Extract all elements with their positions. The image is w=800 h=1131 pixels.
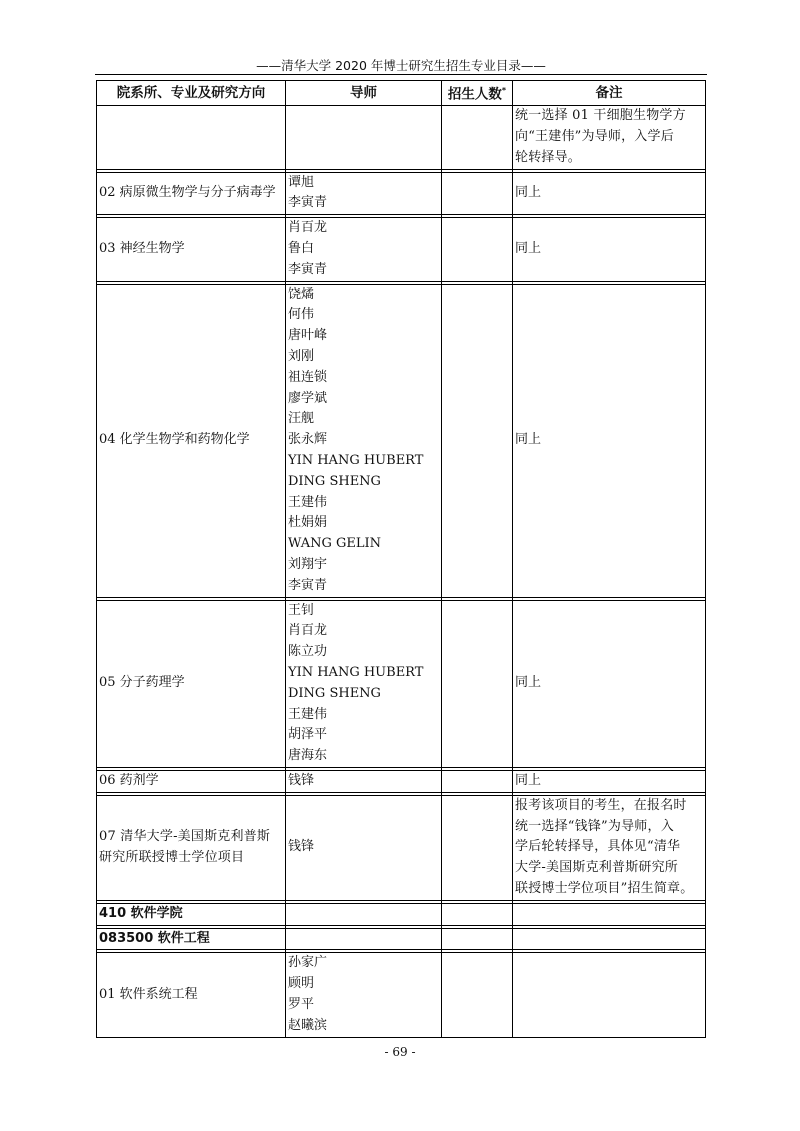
table-row bbox=[97, 903, 706, 925]
remarks-cell bbox=[513, 928, 706, 950]
advisor-cell bbox=[286, 953, 442, 1037]
advisor-name: 王建伟 bbox=[288, 706, 328, 722]
table-row bbox=[97, 218, 706, 281]
advisor-name: 张永辉 bbox=[288, 432, 328, 448]
advisor-name: 廖学斌 bbox=[288, 390, 328, 406]
column-header-direction: 院系所、专业及研究方向 bbox=[97, 81, 286, 106]
remarks-line: 轮转择导。 bbox=[515, 149, 582, 165]
count-cell bbox=[442, 903, 513, 925]
advisor-name: 肖百龙 bbox=[288, 623, 328, 639]
advisor-cell bbox=[286, 106, 442, 169]
direction-cell: 02 病原微生物学与分子病毒学 bbox=[97, 172, 286, 215]
major-cell: 083500 软件工程 bbox=[97, 928, 286, 950]
direction-line: 07 清华大学-美国斯克利普斯 bbox=[99, 828, 271, 844]
count-cell bbox=[442, 172, 513, 215]
direction-cell: 01 软件系统工程 bbox=[97, 953, 286, 1037]
table-row bbox=[97, 284, 706, 597]
advisor-name: 王钊 bbox=[288, 602, 315, 618]
count-footnote-mark: * bbox=[501, 86, 507, 95]
remarks-line: 报考该项目的考生，在报名时 bbox=[515, 797, 687, 813]
direction-cell: 04 化学生物学和药物化学 bbox=[97, 284, 286, 597]
advisor-cell bbox=[286, 600, 442, 767]
advisor-name: 胡泽平 bbox=[288, 727, 328, 743]
page-header: ——清华大学 2020 年博士研究生招生专业目录—— bbox=[256, 58, 546, 73]
school-cell: 410 软件学院 bbox=[97, 903, 286, 925]
advisor-name: 顾明 bbox=[288, 976, 315, 992]
direction-cell: 06 药剂学 bbox=[97, 771, 286, 793]
remarks-cell: 同上 bbox=[513, 284, 706, 597]
advisor-name: 刘翔宇 bbox=[288, 557, 328, 573]
advisor-cell bbox=[286, 284, 442, 597]
advisor-name: 杜娟娟 bbox=[288, 515, 328, 531]
count-cell bbox=[442, 795, 513, 900]
remarks-line: 学后轮转择导，具体见“清华 bbox=[515, 839, 681, 855]
count-cell bbox=[442, 771, 513, 793]
count-cell bbox=[442, 928, 513, 950]
catalog-table bbox=[96, 80, 706, 1038]
advisor-name: 李寅青 bbox=[288, 195, 328, 211]
advisor-cell: 钱锋 bbox=[286, 771, 442, 793]
table-row bbox=[97, 172, 706, 215]
count-cell bbox=[442, 284, 513, 597]
direction-line: 研究所联授博士学位项目 bbox=[99, 849, 245, 865]
remarks-cell: 同上 bbox=[513, 218, 706, 281]
direction-cell bbox=[97, 795, 286, 900]
advisor-name: DING SHENG bbox=[288, 685, 381, 701]
count-cell bbox=[442, 218, 513, 281]
advisor-name: 鲁白 bbox=[288, 241, 315, 257]
table-row bbox=[97, 953, 706, 1037]
table-row bbox=[97, 771, 706, 793]
advisor-name: 何伟 bbox=[288, 307, 315, 323]
remarks-line: 大学-美国斯克利普斯研究所 bbox=[515, 860, 678, 876]
remarks-cell: 同上 bbox=[513, 600, 706, 767]
remarks-line: 统一选择 01 干细胞生物学方 bbox=[515, 108, 686, 124]
remarks-line: 统一选择“钱锋”为导师，入 bbox=[515, 818, 674, 834]
advisor-name: DING SHENG bbox=[288, 473, 381, 489]
count-cell bbox=[442, 953, 513, 1037]
advisor-name: 唐海东 bbox=[288, 748, 328, 764]
advisor-cell bbox=[286, 928, 442, 950]
advisor-name: 谭旭 bbox=[288, 174, 315, 190]
advisor-name: WANG GELIN bbox=[288, 536, 382, 552]
direction-cell: 03 神经生物学 bbox=[97, 218, 286, 281]
advisor-name: 刘刚 bbox=[288, 349, 315, 365]
column-header-remarks: 备注 bbox=[513, 81, 706, 106]
advisor-name: 祖连锁 bbox=[288, 369, 328, 385]
advisor-name: 汪舰 bbox=[288, 411, 315, 427]
advisor-cell bbox=[286, 903, 442, 925]
advisor-name: YIN HANG HUBERT bbox=[288, 453, 424, 469]
header-rule bbox=[95, 74, 707, 75]
table-row bbox=[97, 795, 706, 900]
table-header-row bbox=[97, 81, 706, 106]
remarks-cell bbox=[513, 106, 706, 169]
advisor-name: 唐叶峰 bbox=[288, 328, 328, 344]
column-header-advisor: 导师 bbox=[286, 81, 442, 106]
column-header-count bbox=[442, 81, 513, 106]
remarks-cell bbox=[513, 953, 706, 1037]
advisor-cell bbox=[286, 218, 442, 281]
remarks-cell bbox=[513, 795, 706, 900]
remarks-cell: 同上 bbox=[513, 771, 706, 793]
count-cell bbox=[442, 106, 513, 169]
advisor-name: YIN HANG HUBERT bbox=[288, 665, 424, 681]
count-cell bbox=[442, 600, 513, 767]
advisor-name: 李寅青 bbox=[288, 577, 328, 593]
remarks-cell bbox=[513, 903, 706, 925]
advisor-name: 李寅青 bbox=[288, 261, 328, 277]
page-number: - 69 - bbox=[384, 1045, 416, 1059]
table-row bbox=[97, 600, 706, 767]
table-row bbox=[97, 928, 706, 950]
advisor-name: 饶燏 bbox=[288, 286, 315, 302]
remarks-cell: 同上 bbox=[513, 172, 706, 215]
column-header-count-label: 招生人数 bbox=[447, 86, 502, 103]
advisor-name: 肖百龙 bbox=[288, 220, 328, 236]
advisor-cell: 钱锋 bbox=[286, 795, 442, 900]
direction-cell: 05 分子药理学 bbox=[97, 600, 286, 767]
advisor-name: 王建伟 bbox=[288, 494, 328, 510]
advisor-name: 赵曦滨 bbox=[288, 1017, 328, 1033]
remarks-line: 向“王建伟”为导师，入学后 bbox=[515, 129, 674, 145]
direction-cell bbox=[97, 106, 286, 169]
advisor-name: 陈立功 bbox=[288, 644, 328, 660]
advisor-cell bbox=[286, 172, 442, 215]
advisor-name: 罗平 bbox=[288, 996, 315, 1012]
table-row bbox=[97, 106, 706, 169]
remarks-line: 联授博士学位项目”招生简章。 bbox=[515, 880, 694, 896]
advisor-name: 孙家广 bbox=[288, 955, 328, 971]
